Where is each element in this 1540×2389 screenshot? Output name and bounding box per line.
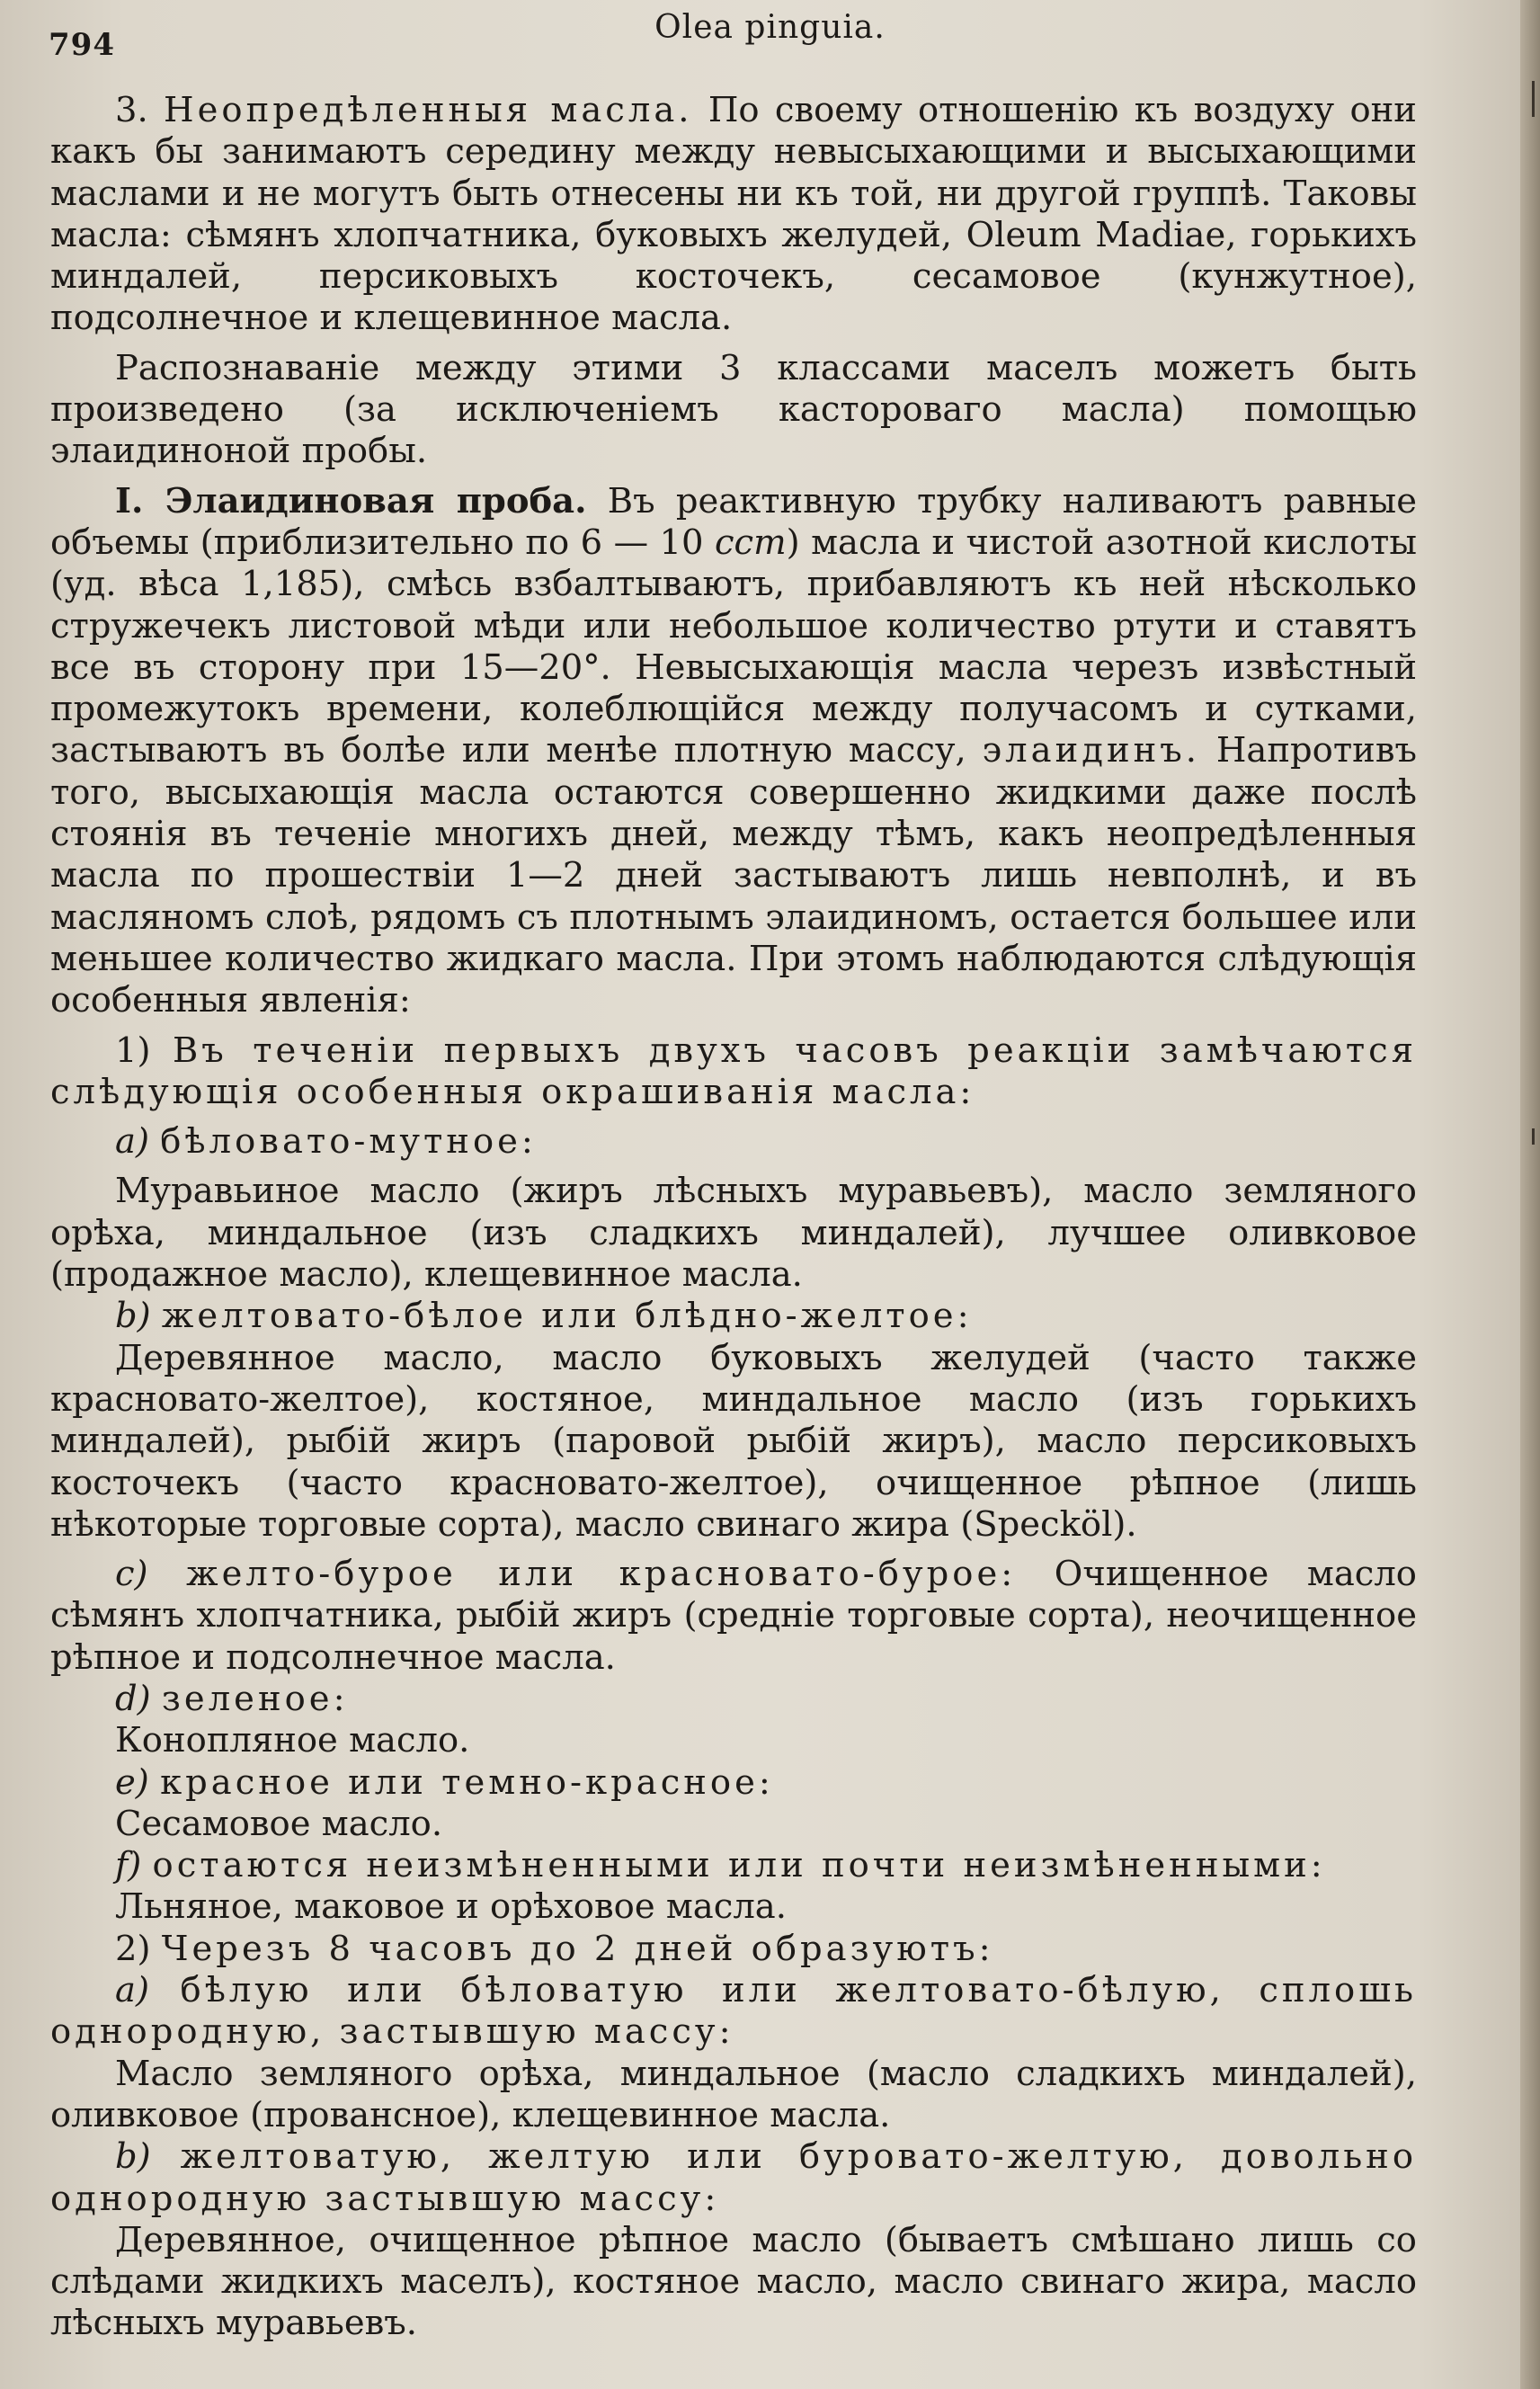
subitem-letter: e) xyxy=(115,1761,149,1803)
body-text xyxy=(50,90,1417,2345)
subitem-text: Деревянное, очищенное рѣпное масло (бываетъ смѣшано лишь со слѣдами жидкихъ маселъ), костяное масло, масло свинаго жира, масло лѣсныхъ муравьевъ. xyxy=(50,2219,1417,2344)
subitem-text: Муравьиное масло (жиръ лѣсныхъ муравьевъ), масло земляного орѣха, миндальное (изъ сладкихъ миндалей), лучшее оливковое (продажное масло), клещевинное масла. xyxy=(50,1171,1417,1296)
subitem-b xyxy=(50,1296,1417,1337)
term-elaidin: элаидинъ. xyxy=(982,730,1201,771)
paragraph-text: По своему отношенію къ воздуху они какъ бы занимаютъ середину между невысыхающими и высыхающими маслами и не могутъ быть отнесены ни къ той, ни другой группѣ. Таковы масла: сѣмянъ хлопчатника, буковыхъ желудей, Oleum Madiae, горькихъ миндалей, персиковыхъ косточекъ, сесамовое (кунжутное), подсолнечное и клещевинное масла. xyxy=(50,90,1417,339)
subitem-letter: b) xyxy=(115,1296,151,1337)
subitem-a xyxy=(50,1121,1417,1163)
paragraph-text: Распознаваніе между этими 3 классами маселъ можетъ быть произведено (за исключеніемъ кастороваго масла) помощью элаидиноной пробы. xyxy=(50,347,1417,472)
item-title: Черезъ 8 часовъ до 2 дней образуютъ: xyxy=(161,1928,994,1969)
subitem-title: желтовато-бѣлое или блѣдно-желтое: xyxy=(161,1296,973,1337)
paragraph-elaidin-test xyxy=(50,481,1417,1022)
subitem-text: Льняное, маковое и орѣховое масла. xyxy=(115,1886,787,1928)
paragraph-raspoznavanie xyxy=(50,348,1417,473)
subitem-title: остаются неизмѣненными или почти неизмѣненными: xyxy=(152,1845,1326,1886)
subitem-title: бѣлую или бѣловатую или желтовато-бѣлую, сплошь однородную, застывшую массу: xyxy=(50,1970,1417,2053)
paragraph-neopredelennye xyxy=(50,90,1417,340)
subitem-letter: a) xyxy=(115,1121,149,1163)
item-title: Въ теченіи первыхъ двухъ часовъ реакціи замѣчаются слѣдующія особенныя окрашиванія масла: xyxy=(50,1030,1417,1112)
subitem-c xyxy=(50,1554,1417,1679)
page-number: 794 xyxy=(49,27,115,63)
subitem-text: Деревянное масло, масло буковыхъ желудей (часто также красновато-желтое), костяное, миндальное масло (изъ горькихъ миндалей), рыбій жиръ (паровой рыбій жиръ), масло персиковыхъ косточекъ (часто красновато-желтое), очищенное рѣпное (лишь нѣкоторые торговые сорта), масло свинаго жира (Specköl). xyxy=(50,1337,1417,1545)
paragraph-number: 3. xyxy=(115,90,148,130)
edge-mark xyxy=(1532,81,1535,117)
subitem-a2 xyxy=(50,1970,1417,2054)
subitem-e xyxy=(50,1762,1417,1804)
paragraph-text: ) масла и чистой азотной кислоты (уд. вѣса 1,185), смѣсь взбалтываютъ, прибавляютъ къ ней нѣсколько стружечекъ листовой мѣди или небольшое количество ртути и ставятъ все въ сторону при 15—20°. Невысыхающія масла черезъ извѣстный промежутокъ времени, колеблющійся между получасомъ и сутками, застываютъ въ болѣе или менѣе плотную массу, xyxy=(50,521,1417,771)
subitem-letter: c) xyxy=(115,1554,148,1595)
subitem-f xyxy=(50,1845,1417,1886)
item-number: 2) xyxy=(115,1928,151,1969)
subitem-letter: b) xyxy=(115,2136,151,2178)
subitem-title: бѣловато-мутное: xyxy=(160,1121,537,1163)
subitem-title: зеленое: xyxy=(161,1678,349,1719)
subitem-title: желтоватую, желтую или буровато-желтую, довольно однородную застывшую массу: xyxy=(50,2136,1417,2219)
subitem-d xyxy=(50,1679,1417,1720)
item-number: 1) xyxy=(115,1030,151,1071)
item-1 xyxy=(50,1030,1417,1114)
subitem-text: Масло земляного орѣха, миндальное (масло сладкихъ миндалей), оливковое (провансное), клещевинное масла. xyxy=(50,2053,1417,2135)
subitem-b2 xyxy=(50,2136,1417,2220)
section-title: Неопредѣленныя масла. xyxy=(164,90,693,130)
subitem-text: Сесамовое масло. xyxy=(115,1803,443,1844)
section-title: I. Элаидиновая проба. xyxy=(115,480,587,521)
subitem-title: красное или темно-красное: xyxy=(160,1761,774,1803)
unit-label: ccm xyxy=(714,521,787,563)
subitem-letter: f) xyxy=(115,1845,142,1886)
subitem-letter: a) xyxy=(115,1970,149,2011)
subitem-text: Конопляное масло. xyxy=(115,1720,470,1761)
subitem-letter: d) xyxy=(115,1678,151,1719)
edge-mark xyxy=(1532,1128,1535,1145)
paragraph-text: Напротивъ того, высыхающія масла остаются совершенно жидкими даже послѣ стоянія въ теченіе многихъ дней, между тѣмъ, какъ неопредѣленныя масла по прошествіи 1—2 дней застываютъ лишь невполнѣ, и въ масляномъ слоѣ, рядомъ съ плотнымъ элаидиномъ, остается большее или меньшее количество жидкаго масла. При этомъ наблюдаются слѣдующія особенныя явленія: xyxy=(50,730,1417,1021)
page-edge xyxy=(1520,0,1540,2389)
item-2 xyxy=(50,1929,1417,1970)
running-title: Olea pinguia. xyxy=(654,9,886,46)
paragraph-text: Въ реактивную трубку наливаютъ равные объемы (приблизительно по 6 — 10 xyxy=(50,480,1417,563)
subitem-text: Очищенное масло сѣмянъ хлопчатника, рыбій жиръ (средніе торговые сорта), неочищенное рѣпное и подсолнечное масла. xyxy=(50,1554,1417,1678)
subitem-title: желто-бурое или красновато-бурое: xyxy=(186,1554,1017,1595)
